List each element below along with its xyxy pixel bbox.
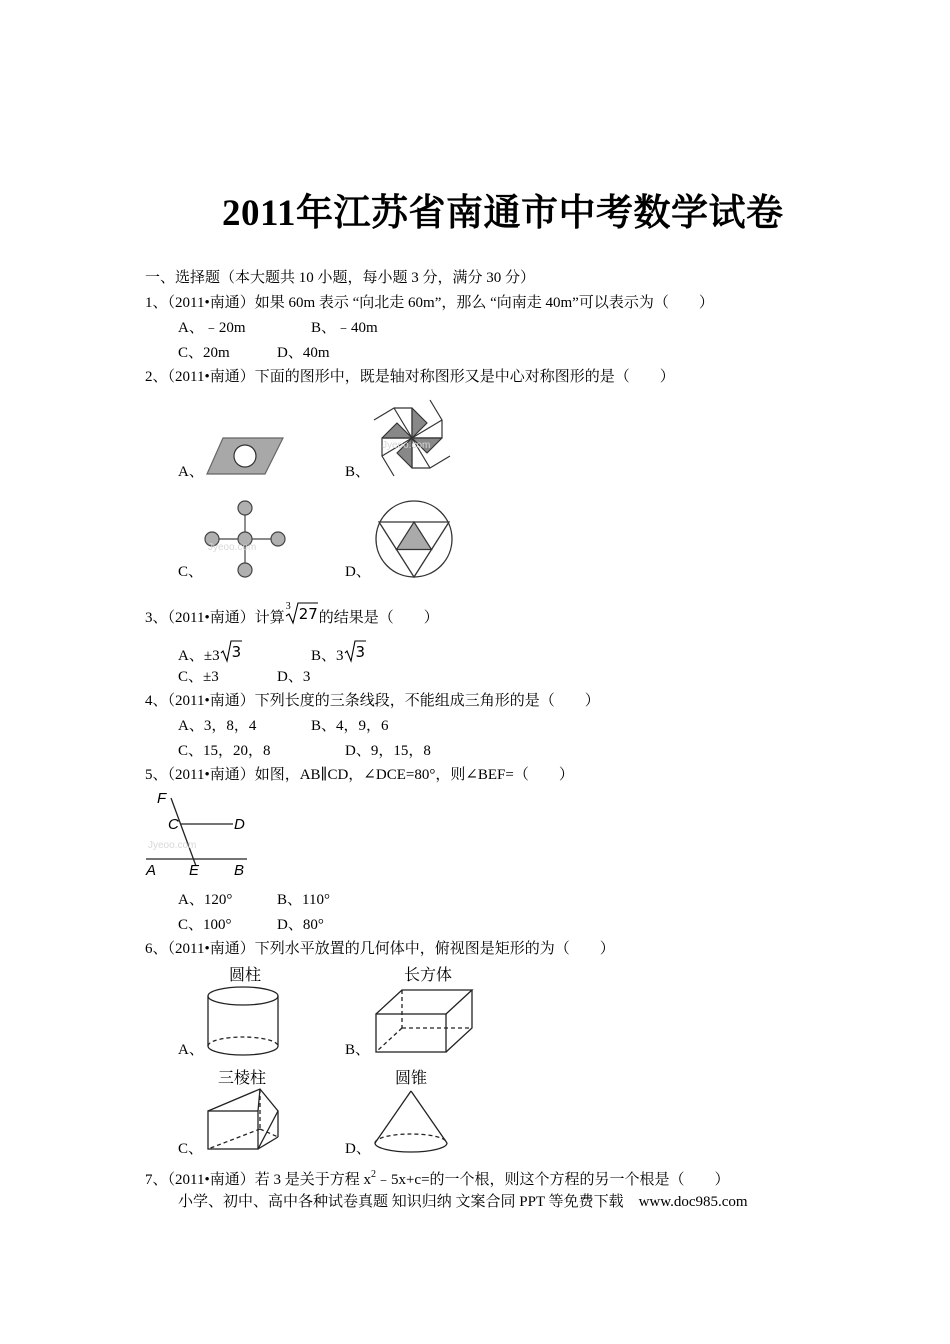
q2-stem: 2、（2011•南通）下面的图形中，既是轴对称图形又是中心对称图形的是（ ）: [145, 369, 675, 385]
q7-stem-pre: 7、（2011•南通）若 3 是关于方程 x: [145, 1172, 371, 1188]
q3-option-b-radicand: 3: [355, 643, 366, 661]
q3-cube-root: [285, 601, 319, 624]
q5-label-c: C: [168, 816, 179, 833]
q3-option-d: D、3: [277, 669, 311, 685]
q5-label-f: F: [157, 790, 167, 807]
q6-figure-cone: [368, 1063, 458, 1159]
q3-stem-post: 的结果是（ ）: [318, 610, 439, 626]
q4-stem: 4、（2011•南通）下列长度的三条线段，不能组成三角形的是（ ）: [145, 693, 600, 709]
q6-label-cylinder: 圆柱: [228, 965, 262, 984]
q1-stem: 1、（2011•南通）如果 60m 表示 “向北走 60m”，那么 “向南走 40m”可以表示为（ ）: [145, 295, 714, 311]
q6-figure-cuboid: [370, 962, 480, 1058]
q2-figure-parallelogram: [205, 435, 285, 477]
q4-option-c: C、15，20，8: [178, 743, 271, 759]
q2-figure-circle-cross: [202, 498, 288, 580]
q1-option-d: D、40m: [277, 345, 330, 361]
q5-label-e: E: [189, 862, 200, 878]
q5-option-d: D、80°: [277, 917, 324, 933]
q3-root-index: 3: [285, 601, 291, 612]
q5-label-b: B: [234, 862, 245, 878]
q6-option-d: D、: [345, 1141, 371, 1157]
q7-exponent: 2: [370, 1169, 376, 1180]
q6-option-b: B、: [345, 1042, 371, 1058]
q7-stem-post: ﹣5x+c=的一个根，则这个方程的另一个根是（ ）: [375, 1172, 730, 1188]
q3-option-a: [178, 642, 242, 666]
q3-option-b: [311, 642, 366, 666]
q3-option-b-prefix: B、3: [311, 648, 344, 664]
q3-radicand: 27: [298, 605, 318, 623]
q7-stem: [145, 1165, 730, 1190]
footer-note: 小学、初中、高中各种试卷真题 知识归纳 文案合同 PPT 等免费下载 www.doc985.com: [178, 1194, 748, 1210]
q2-option-a: A、: [178, 464, 204, 480]
q5-stem: 5、（2011•南通）如图，AB∥CD，∠DCE=80°，则∠BEF=（ ）: [145, 767, 574, 783]
q2-figure-circle-triangles: [373, 498, 455, 580]
q5-figure-parallel-lines: [143, 786, 253, 878]
q3-option-a-root: [220, 642, 242, 662]
q4-option-b: B、4，9，6: [311, 718, 389, 734]
q3-option-a-radicand: 3: [231, 643, 242, 661]
q6-figure-cylinder: [200, 962, 290, 1058]
section-heading: 一、选择题（本大题共 10 小题，每小题 3 分，满分 30 分）: [145, 270, 536, 286]
q5-label-d: D: [234, 816, 245, 833]
q5-option-a: A、120°: [178, 892, 233, 908]
q3-stem-pre: 3、（2011•南通）计算: [145, 610, 285, 626]
q2-option-b: B、: [345, 464, 371, 480]
q6-option-c: C、: [178, 1141, 204, 1157]
q4-option-d: D、9，15，8: [345, 743, 431, 759]
q3-option-a-prefix: A、±3: [178, 648, 220, 664]
q5-label-a: A: [146, 862, 157, 878]
q5-watermark: Jyeoo.com: [148, 840, 197, 851]
q5-option-c: C、100°: [178, 917, 232, 933]
q2-figure-pinwheel: [372, 398, 452, 478]
q6-option-a: A、: [178, 1042, 204, 1058]
svg-text:Jyeoo.com: Jyeoo.com: [382, 440, 431, 451]
q4-option-a: A、3，8，4: [178, 718, 257, 734]
q2-option-c: C、: [178, 564, 204, 580]
q6-figure-triangular-prism: [200, 1063, 290, 1159]
q1-option-b: B、﹣40m: [311, 320, 378, 336]
page-title: 2011年江苏省南通市中考数学试卷: [222, 193, 784, 234]
q3-option-c: C、±3: [178, 669, 219, 685]
q3-stem: [145, 601, 439, 628]
q3-option-b-root: [344, 642, 366, 662]
q6-label-cuboid: 长方体: [403, 965, 453, 984]
q5-option-b: B、110°: [277, 892, 330, 908]
q6-label-cone: 圆锥: [394, 1068, 428, 1087]
svg-text:Jyeoo.com: Jyeoo.com: [208, 542, 257, 553]
q6-stem: 6、（2011•南通）下列水平放置的几何体中，俯视图是矩形的为（ ）: [145, 941, 615, 957]
q6-label-triangular-prism: 三棱柱: [217, 1068, 267, 1087]
q1-option-a: A、﹣20m: [178, 320, 246, 336]
q1-option-c: C、20m: [178, 345, 230, 361]
q2-option-d: D、: [345, 564, 371, 580]
